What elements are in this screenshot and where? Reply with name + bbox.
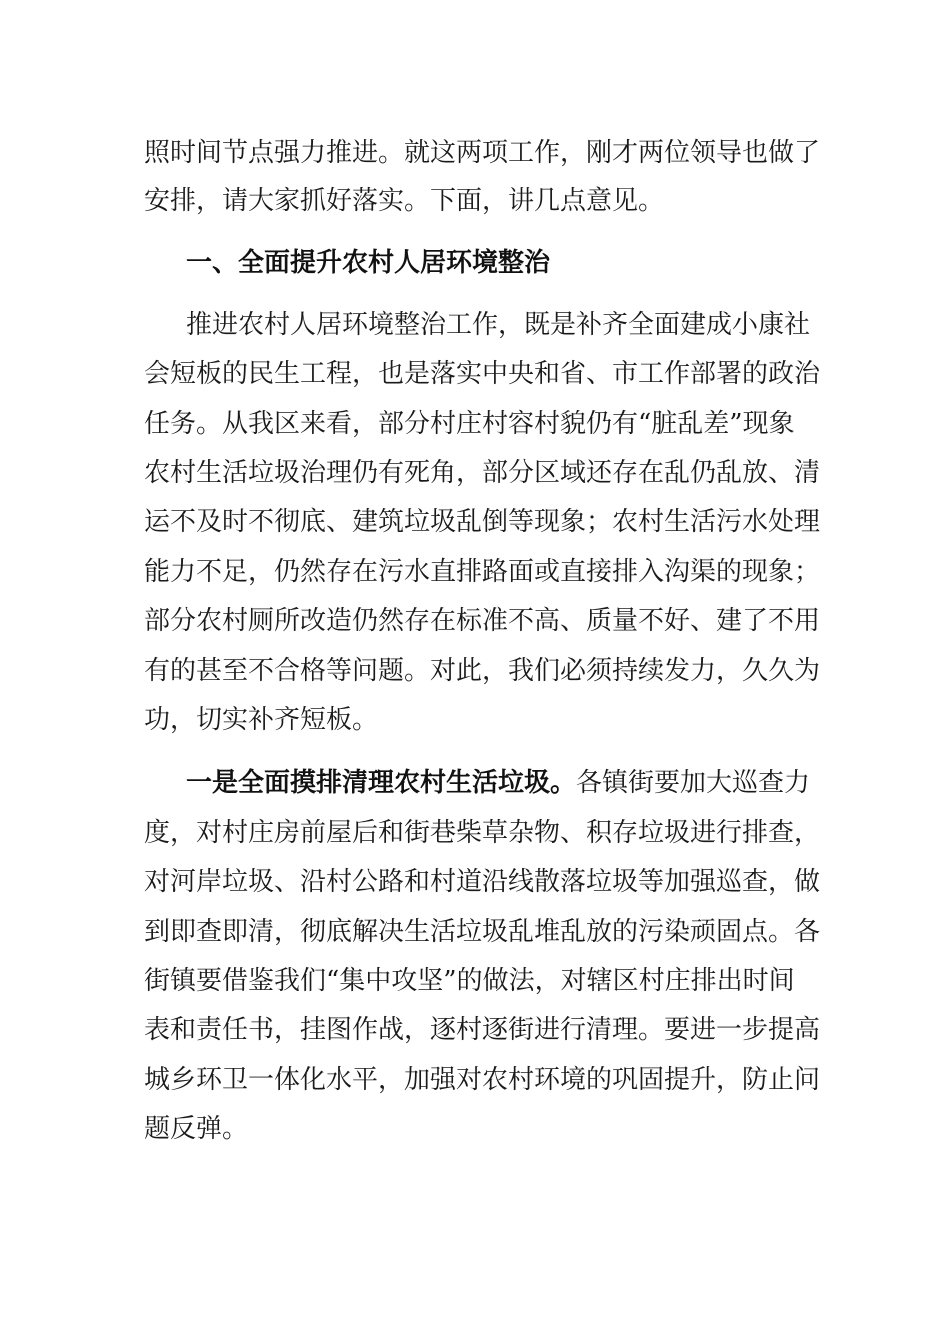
paragraph2-lead: 一是全面摸排清理农村生活垃圾。 (186, 768, 577, 798)
paragraph1-line-8: 有的甚至不合格等问题。对此，我们必须持续发力，久久为 (144, 656, 821, 686)
paragraph2-line-1 (186, 763, 810, 803)
paragraph1-line-6: 能力不足，仍然存在污水直排路面或直接排入沟渠的现象； (144, 557, 821, 587)
paragraph2-line-3: 对河岸垃圾、沿村公路和村道沿线散落垃圾等加强巡查，做 (144, 867, 821, 897)
paragraph1-line-7: 部分农村厕所改造仍然存在标准不高、质量不好、建了不用 (144, 606, 821, 636)
intro-line-2: 安排，请大家抓好落实。下面，讲几点意见。 (144, 186, 665, 216)
paragraph1-line-4: 农村生活垃圾治理仍有死角，部分区域还存在乱仍乱放、清 (144, 458, 821, 488)
paragraph2-line-4: 到即查即清，彻底解决生活垃圾乱堆乱放的污染顽固点。各 (144, 917, 821, 947)
paragraph2-line-8: 题反弹。 (144, 1114, 249, 1144)
paragraph2-line-7: 城乡环卫一体化水平，加强对农村环境的巩固提升，防止问 (144, 1065, 821, 1095)
paragraph1-line-5: 运不及时不彻底、建筑垃圾乱倒等现象；农村生活污水处理 (144, 507, 821, 537)
intro-line-1: 照时间节点强力推进。就这两项工作，刚才两位领导也做了 (144, 138, 821, 168)
paragraph1-line-3: 任务。从我区来看，部分村庄村容村貌仍有“脏乱差”现象 (144, 409, 795, 439)
section-heading: 一、全面提升农村人居环境整治 (186, 248, 551, 278)
paragraph2-line-1-rest: 各镇街要加大巡查力 (576, 768, 811, 798)
paragraph2-line-2: 度，对村庄房前屋后和街巷柴草杂物、积存垃圾进行排查， (144, 818, 821, 848)
paragraph1-line-1: 推进农村人居环境整治工作，既是补齐全面建成小康社 (186, 310, 811, 340)
paragraph1-line-2: 会短板的民生工程，也是落实中央和省、市工作部署的政治 (144, 359, 821, 389)
paragraph2-line-6: 表和责任书，挂图作战，逐村逐街进行清理。要进一步提高 (144, 1015, 821, 1045)
paragraph1-line-9: 功，切实补齐短板。 (144, 705, 379, 735)
paragraph2-line-5: 街镇要借鉴我们“集中攻坚”的做法，对辖区村庄排出时间 (144, 966, 795, 996)
